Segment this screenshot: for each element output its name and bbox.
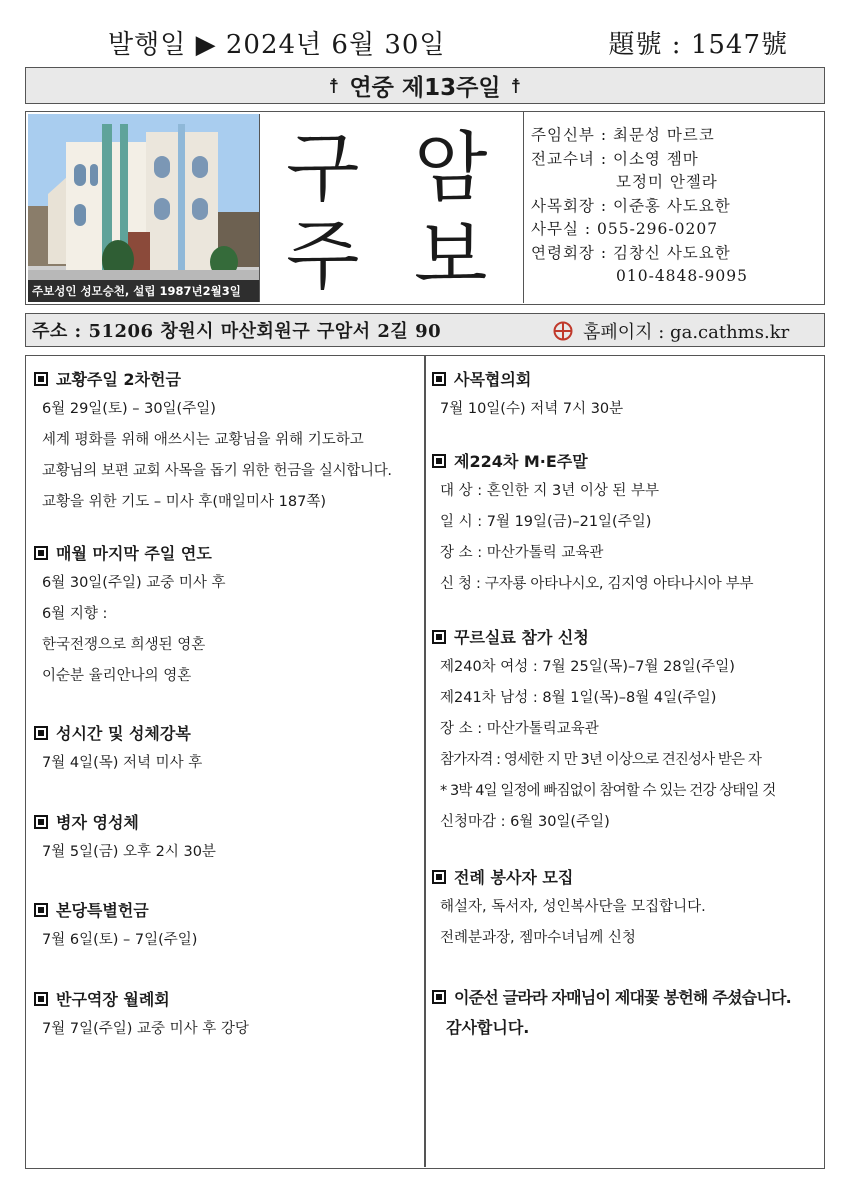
square-bullet-icon xyxy=(432,990,446,1004)
section-line: 교황을 위한 기도 – 미사 후(매일미사 187쪽) xyxy=(42,494,326,510)
section-line: 제240차 여성 : 7월 25일(목)–7월 28일(주일) xyxy=(440,659,735,675)
section-line: 이순분 율리안나의 영혼 xyxy=(42,668,192,684)
square-bullet-icon xyxy=(432,454,446,468)
section-line: 6월 지향 : xyxy=(42,606,108,622)
sunday-title: 연중 제13주일 xyxy=(349,75,501,101)
section-title: 병자 영성체 xyxy=(56,813,139,832)
square-bullet-icon xyxy=(432,870,446,884)
announcement-section xyxy=(34,366,422,518)
section-title: 반구역장 월례회 xyxy=(56,990,170,1009)
section-line: 감사합니다. xyxy=(446,1018,530,1037)
section-line: 6월 29일(토) – 30일(주일) xyxy=(42,401,216,417)
section-title: 사목협의회 xyxy=(454,370,532,389)
bulletin-name xyxy=(262,112,524,303)
homepage-link[interactable]: 홈페이지 : ga.cathms.kr xyxy=(583,322,790,343)
section-line: * 3박 4일 일정에 빠짐없이 참여할 수 있는 건강 상태일 것 xyxy=(440,783,776,799)
section-line: 7월 10일(수) 저녁 7시 30분 xyxy=(440,401,624,417)
address-bar xyxy=(25,313,825,347)
issue-number: 題號 : 1547號 xyxy=(608,30,788,60)
bulletin-name-char: 구 xyxy=(286,123,360,212)
square-bullet-icon xyxy=(34,815,48,829)
announcement-section xyxy=(34,809,422,868)
staff-sister-2: 모정미 안젤라 xyxy=(616,173,718,191)
announcement-section xyxy=(432,366,824,425)
section-line: 세계 평화를 위해 애쓰시는 교황님을 위해 기도하고 xyxy=(42,432,364,448)
square-bullet-icon xyxy=(34,903,48,917)
publish-date: 발행일 ▶ 2024년 6월 30일 xyxy=(108,30,446,60)
staff-funeral-phone: 010-4848-9095 xyxy=(616,267,748,285)
square-bullet-icon xyxy=(34,992,48,1006)
section-line: 신청마감 : 6월 30일(주일) xyxy=(440,814,610,830)
square-bullet-icon xyxy=(34,726,48,740)
sunday-title-bar xyxy=(25,67,825,104)
staff-council-president: 사목회장 : 이준홍 사도요한 xyxy=(531,196,731,215)
issue-line xyxy=(0,24,848,60)
section-title: 꾸르실료 참가 신청 xyxy=(454,628,589,647)
section-line: 6월 30일(주일) 교중 미사 후 xyxy=(42,575,226,591)
section-line: 7월 7일(주일) 교중 미사 후 강당 xyxy=(42,1021,249,1037)
section-title: 매월 마지막 주일 연도 xyxy=(56,544,212,563)
square-bullet-icon xyxy=(34,372,48,386)
section-title: 본당특별헌금 xyxy=(56,901,149,920)
church-building-image xyxy=(28,114,260,302)
announcement-section xyxy=(432,624,824,838)
section-title: 이준선 글라라 자매님이 제대꽃 봉헌해 주셨습니다. xyxy=(454,988,791,1007)
section-line: 장 소 : 마산가톨릭 교육관 xyxy=(440,545,604,561)
bulletin-name-char: 주 xyxy=(286,211,360,300)
section-title: 교황주일 2차헌금 xyxy=(56,370,181,389)
announcement-section xyxy=(432,864,824,954)
staff-office-phone: 사무실 : 055-296-0207 xyxy=(531,220,719,238)
section-line: 대 상 : 혼인한 지 3년 이상 된 부부 xyxy=(440,483,660,499)
announcement-section xyxy=(34,720,422,779)
thanks-notice xyxy=(432,984,824,1043)
staff-pastor: 주임신부 : 최문성 마르코 xyxy=(531,126,715,144)
announcement-section xyxy=(432,448,824,600)
church-address: 주소 : 51206 창원시 마산회원구 구암서 2길 90 xyxy=(32,321,442,342)
section-line: 7월 4일(목) 저녁 미사 후 xyxy=(42,755,203,771)
section-line: 교황님의 보편 교회 사목을 돕기 위한 헌금을 실시합니다. xyxy=(42,463,392,479)
section-line: 해설자, 독서자, 성인복사단을 모집합니다. xyxy=(440,899,706,915)
section-line: 한국전쟁으로 희생된 영혼 xyxy=(42,637,206,653)
section-line: 참가자격 : 영세한 지 만 3년 이상으로 견진성사 받은 자 xyxy=(440,752,761,768)
square-bullet-icon xyxy=(34,546,48,560)
homepage[interactable] xyxy=(553,318,789,344)
section-line: 전례분과장, 젬마수녀님께 신청 xyxy=(440,930,636,946)
section-line: 장 소 : 마산가톨릭교육관 xyxy=(440,721,599,737)
announcements xyxy=(25,355,825,1169)
staff-sister: 전교수녀 : 이소영 젬마 xyxy=(531,149,699,168)
staff-funeral-president: 연령회장 : 김창신 사도요한 xyxy=(531,243,731,262)
section-title: 성시간 및 성체강복 xyxy=(56,724,191,743)
header-box xyxy=(25,111,825,305)
square-bullet-icon xyxy=(432,630,446,644)
cross-icon: ☨ xyxy=(328,73,340,98)
section-title: 전례 봉사자 모집 xyxy=(454,868,574,887)
church-photo xyxy=(28,114,260,302)
announcement-section xyxy=(34,540,422,692)
announcement-section xyxy=(34,897,422,956)
globe-icon xyxy=(553,321,573,341)
section-line: 일 시 : 7월 19일(금)–21일(주일) xyxy=(440,514,652,530)
staff-list xyxy=(531,124,748,289)
cross-icon: ☨ xyxy=(510,73,522,98)
section-line: 신 청 : 구자룡 아타나시오, 김지영 아타나시아 부부 xyxy=(440,576,754,592)
section-line: 7월 6일(토) – 7일(주일) xyxy=(42,932,198,948)
bulletin-name-char: 암 xyxy=(414,123,488,212)
square-bullet-icon xyxy=(432,372,446,386)
column-divider xyxy=(424,356,426,1167)
bulletin-name-char: 보 xyxy=(414,211,488,300)
announcement-section xyxy=(34,986,422,1045)
section-line: 7월 5일(금) 오후 2시 30분 xyxy=(42,844,216,860)
section-title: 제224차 M·E주말 xyxy=(454,452,588,471)
photo-caption: 주보성인 성모승천, 설립 1987년2월3일 xyxy=(28,280,260,302)
section-line: 제241차 남성 : 8월 1일(목)–8월 4일(주일) xyxy=(440,690,717,706)
